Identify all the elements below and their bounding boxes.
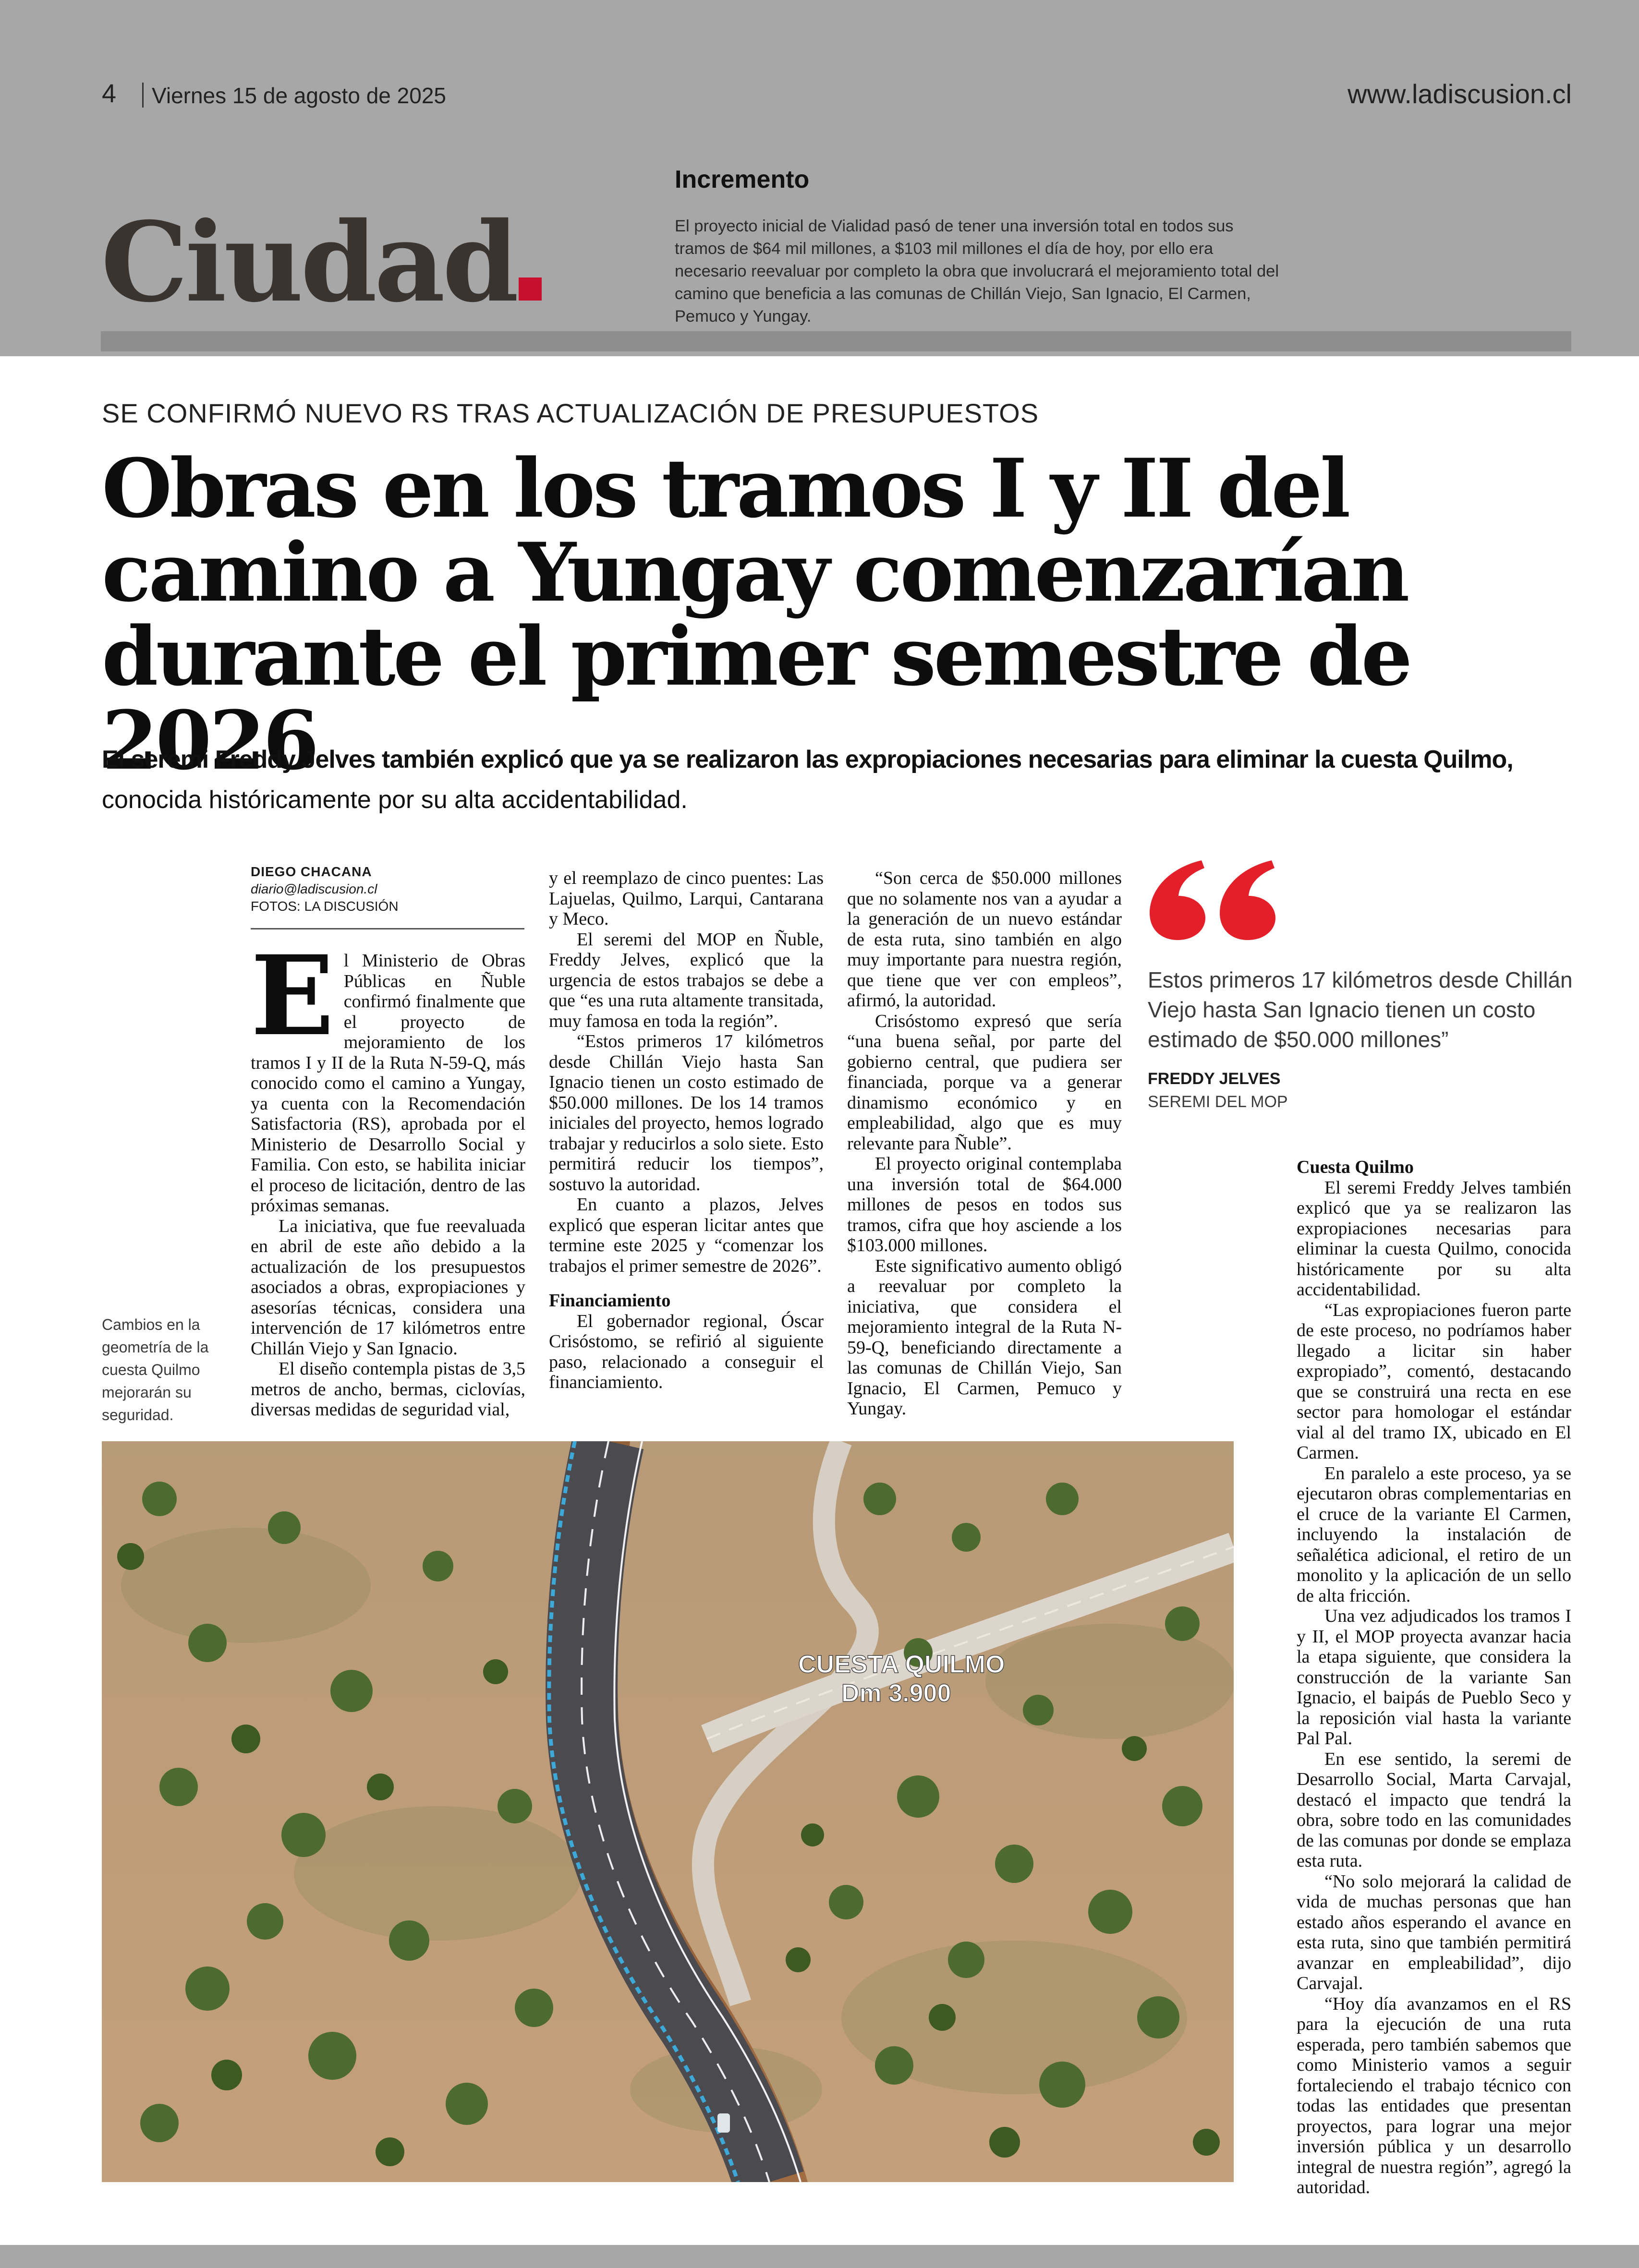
- paragraph: Este significativo aumento obligó a reevaluar por completo la iniciativa, que considera el mejoramiento integral de la Ruta N-59-Q, beneficiando directamente a las comunas de Chillán Viejo, San Ignacio, El Carmen, Pemuco y Yungay.: [847, 1255, 1122, 1419]
- drop-cap: E: [251, 931, 334, 1060]
- paragraph: La iniciativa, que fue reevaluada en abril de este año debido a la actualización de los presupuestos asociados a obras, expropiaciones y asesorías técnicas, considera una intervención de 17 kilómetros entre Chillán Viejo y San Ignacio.: [251, 1216, 525, 1359]
- paragraph: El seremi Freddy Jelves también explicó que ya se realizaron las expropiaciones necesarias para eliminar la cuesta Quilmo, conocida históricamente por su alta accidentabilidad.: [1297, 1177, 1571, 1300]
- byline-rule: [251, 928, 524, 929]
- paragraph: En paralelo a este proceso, ya se ejecutaron obras complementarias en el cruce de la variante El Carmen, incluyendo la instalación de señalética adicional, el retiro de un monolito y la aplicación de un sello de alta fricción.: [1297, 1463, 1571, 1606]
- paragraph: En cuanto a plazos, Jelves explicó que esperan licitar antes que termine este 2025 y “comenzar los trabajos el primer semestre de 2026”.: [549, 1194, 824, 1276]
- section-title: [101, 198, 542, 326]
- header-rule: [101, 331, 1571, 351]
- body-column-3: [847, 868, 1122, 1419]
- subhead-cuesta-quilmo: Cuesta Quilmo: [1297, 1157, 1414, 1177]
- photo-label-line1: CUESTA QUILMO: [798, 1651, 1005, 1678]
- section-title-text: Ciudad: [101, 198, 516, 326]
- article-photo: [102, 1441, 1234, 2182]
- pull-quote-text: Estos primeros 17 kilómetros desde Chillán Viejo hasta San Ignacio tienen un costo estimado de $50.000 millones”: [1148, 967, 1573, 1052]
- pull-quote-role: SEREMI DEL MOP: [1148, 1093, 1288, 1111]
- paragraph: El seremi del MOP en Ñuble, Freddy Jelves, explicó que la urgencia de estos trabajos se debe a que “es una ruta altamente transitada, muy famosa en toda la región”.: [549, 929, 824, 1031]
- body-column-4: [1297, 1157, 1571, 2198]
- brief-text: El proyecto inicial de Vialidad pasó de tener una inversión total en todos sus tramos de $64 mil millones, a $103 mil millones el día de hoy, por ello era necesario reevaluar por completo la obra que involucrará el mejoramiento total del camino que beneficia a las comunas de Chillán Viejo, San Ignacio, El Carmen, Pemuco y Yungay.: [675, 217, 1279, 326]
- brief-title: Incremento: [675, 166, 810, 193]
- paragraph: El diseño contempla pistas de 3,5 metros de ancho, bermas, ciclovías, diversas medidas de seguridad vial,: [251, 1359, 525, 1420]
- photo-caption: Cambios en la geometría de la cuesta Quilmo mejorarán su seguridad.: [102, 1316, 209, 1424]
- body-column-2: [549, 868, 824, 1393]
- article-headline: Obras en los tramos I y II del camino a Yungay comenzarían durante el primer semestre de 2026: [102, 441, 1410, 788]
- paragraph: En ese sentido, la seremi de Desarrollo Social, Marta Carvajal, destacó el impacto que tendrá la obra, sobre todo en las comunidades de las comunas por donde se emplaza esta ruta.: [1297, 1749, 1571, 1871]
- paragraph: “No solo mejorará la calidad de vida de muchas personas que han estado años esperando el avance en esta ruta, sino que también permitirá avanzar en empleabilidad”, dijo Carvajal.: [1297, 1871, 1571, 1993]
- website-link[interactable]: www.ladiscusion.cl: [1348, 79, 1572, 109]
- paragraph: “Hoy día avanzamos en el RS para la ejecución de una ruta esperada, pero también sabemos que como Ministerio vamos a seguir fortaleciendo el trabajo técnico con todas las entidades que presentan proyectos, para lograr una mejor inversión pública y un desarrollo integral de nuestra región”, agregó la autoridad.: [1297, 1993, 1571, 2197]
- author-name: DIEGO CHACANA: [251, 864, 372, 879]
- pull-quote-name: FREDDY JELVES: [1148, 1070, 1281, 1088]
- article-kicker: SE CONFIRMÓ NUEVO RS TRAS ACTUALIZACIÓN DE PRESUPUESTOS: [102, 398, 1039, 428]
- photo-credit: FOTOS: LA DISCUSIÓN: [251, 899, 399, 914]
- article-dek: [102, 739, 1581, 820]
- paragraph: “Estos primeros 17 kilómetros desde Chillán Viejo hasta San Ignacio tienen un costo estimado de $50.000 millones. De los 14 tramos iniciales del proyecto, hemos logrado trabajar y reducirlos a solo siete. Esto permitirá reducir los tiempos”, sostuvo la autoridad.: [549, 1031, 824, 1194]
- subhead-financiamiento: Financiamiento: [549, 1291, 671, 1311]
- footer-band: [0, 2245, 1639, 2268]
- paragraph: y el reemplazo de cinco puentes: Las Lajuelas, Quilmo, Larqui, Cantarana y Meco.: [549, 868, 824, 929]
- photo-label-line2: Dm 3.900: [841, 1679, 951, 1707]
- paragraph: El gobernador regional, Óscar Crisóstomo, se refirió al siguiente paso, relacionado a conseguir el financiamiento.: [549, 1311, 824, 1392]
- body-column-1: [251, 931, 525, 1420]
- paragraph: Crisóstomo expresó que sería “una buena señal, por parte del gobierno central, que pudiera ser financiada, porque va a generar dinamismo económico y en empleabilidad, algo que es muy relevante para Ñuble”.: [847, 1011, 1122, 1154]
- publication-date: Viernes 15 de agosto de 2025: [152, 83, 446, 108]
- byline: [251, 864, 524, 914]
- section-red-dot: [519, 277, 542, 301]
- page-number: 4: [102, 79, 117, 108]
- header-divider: [142, 83, 144, 108]
- dek-regular: conocida históricamente por su alta accidentabilidad.: [102, 786, 688, 814]
- paragraph: l Ministerio de Obras Públicas en Ñuble confirmó finalmente que el proyecto de mejoramiento de los tramos I y II de la Ruta N-59-Q, más conocido como el camino a Yungay, ya cuenta con la Recomendación Satisfactoria (RS), aprobada por el Ministerio de Desarrollo Social y Familia. Con esto, se habilita iniciar el proceso de licitación, dentro de las próximas semanas.: [251, 951, 525, 1216]
- paragraph: “Las expropiaciones fueron parte de este proceso, no podríamos haber llegado a licitar sin haber expropiado”, comentó, destacando que se construirá una recta en ese sector para homologar el estándar vial al del tramo IX, ubicado en El Carmen.: [1297, 1300, 1571, 1463]
- paragraph: El proyecto original contemplaba una inversión total de $64.000 millones de pesos en todos sus tramos, cifra que hoy asciende a los $103.000 millones.: [847, 1154, 1122, 1255]
- paragraph: “Son cerca de $50.000 millones que no solamente nos van a ayudar a la generación de un nuevo estándar de esta ruta, sino también en algo muy importante para nuestra región, que tiene que ver con empleos”, afirmó, la autoridad.: [847, 868, 1122, 1011]
- quote-mark-icon: [1148, 859, 1277, 941]
- paragraph: Una vez adjudicados los tramos I y II, el MOP proyecta avanzar hacia la etapa siguiente, que considera la construcción de la variante San Ignacio, el baipás de Pueblo Seco y la reposición vial hasta la variante Pal Pal.: [1297, 1606, 1571, 1749]
- author-email[interactable]: diario@ladiscusion.cl: [251, 881, 377, 896]
- dek-bold: El seremi Freddy Jelves también explicó que ya se realizaron las expropiaciones necesarias para eliminar la cuesta Quilmo,: [102, 746, 1513, 773]
